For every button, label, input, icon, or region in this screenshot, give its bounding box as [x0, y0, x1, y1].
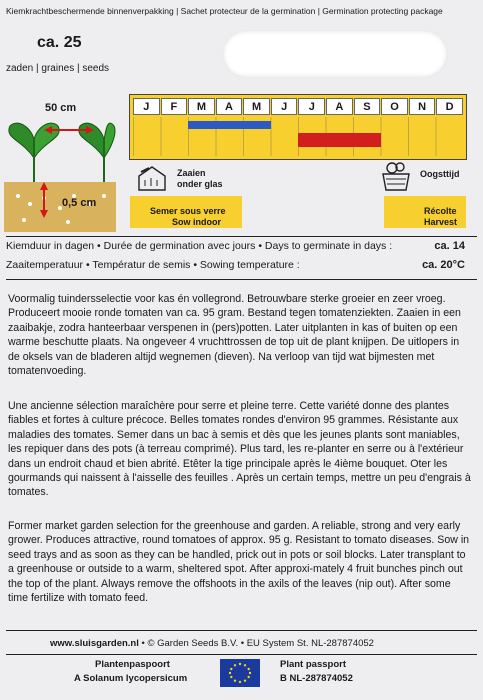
- germination-days-label: Kiemduur in dagen • Durée de germination avec jours • Days to germinate in days :: [6, 240, 393, 252]
- sow-period-bar: [188, 121, 271, 129]
- harvest-label-fr: Récolte: [424, 206, 457, 216]
- passport-a: A Solanum lycopersicum: [74, 673, 188, 684]
- plant-spacing-illustration: [4, 100, 116, 232]
- depth-label: 0,5 cm: [62, 197, 97, 209]
- website-link: www.sluisgarden.nl: [50, 638, 139, 649]
- month-cell: J: [298, 98, 325, 115]
- month-cell: J: [271, 98, 298, 115]
- sowing-temp-value: ca. 20°C: [422, 259, 465, 271]
- month-cell: D: [436, 98, 463, 115]
- company-info: • © Garden Seeds B.V. • EU System St. NL-287874052: [141, 638, 374, 649]
- germination-days-value: ca. 14: [434, 240, 465, 252]
- eu-flag-icon: [220, 659, 260, 687]
- sowing-temp-label: Zaaitemperatuur • Températur de semis • Sowing temperature :: [6, 259, 300, 271]
- passport-title-en: Plant passport: [280, 659, 346, 670]
- divider: [6, 630, 477, 631]
- sow-label-fr: Semer sous verre: [150, 206, 226, 216]
- month-cell: N: [409, 98, 436, 115]
- basket-icon: [380, 160, 412, 197]
- sow-label-en: Sow indoor: [172, 217, 221, 227]
- seed-window: [222, 30, 448, 78]
- sowing-calendar: [129, 94, 467, 160]
- month-cell: M: [243, 98, 270, 115]
- month-cell: F: [161, 98, 188, 115]
- divider: [6, 654, 477, 655]
- description-nl: Voormalig tuindersselectie voor kas én vollegrond. Betrouwbare sterke groeier en zeer vroeg. Produceert mooie ronde tomaten van ca. 95 gram. Bestand tegen tomatenziekten. Zaaien in een zaaibakje, zodra hanteerbaar verspenen in (pers)potten. Later uitplanten in kas of buiten op een warme beschutte plaats. Na ongeveer 4 vruchttrossen de top uit de plant knijpen. De uitlopers in de oksels van de bladeren altijd wegnemen (dieven). Na verloop van tijd wat bijmesten met tomatenvoeding.: [8, 293, 461, 378]
- greenhouse-icon: [137, 164, 167, 197]
- distance-label: 50 cm: [45, 102, 77, 114]
- sow-label-nl: Zaaien: [177, 168, 206, 178]
- divider: [6, 236, 477, 237]
- footer-line: [50, 638, 374, 649]
- passport-title-nl: Plantenpaspoort: [95, 659, 170, 670]
- month-cell: J: [133, 98, 160, 115]
- passport-b: B NL-287874052: [280, 673, 353, 684]
- month-cell: M: [188, 98, 215, 115]
- month-cell: A: [216, 98, 243, 115]
- description-fr: Une ancienne sélection maraîchère pour serre et pleine terre. Cette variété donne des plantes fiables et fortes à culture précoce. Belles tomates rondes d'environ 95 grammes. Résistante aux maladies des tomates. Semer dans un bac à semis et dès que les jeunes plants sont maniables, les repiquer dans des pots (à terreau comprimé). Plus tard, les re-planter en serre ou à l'extérieur dans un endroit chaud et bien abrité. Etêter la tige principale après le 4ième bouquet. Oter les gourmands qui naissent à l'aisselle des feuilles . Après un certain temps, mettre un peu d'engrais à tomates.: [8, 400, 471, 499]
- harvest-label-nl: Oogsttijd: [420, 169, 460, 179]
- month-cell: O: [381, 98, 408, 115]
- sow-label-nl2: onder glas: [177, 179, 223, 189]
- divider: [6, 279, 477, 280]
- seed-count: ca. 25: [37, 34, 82, 51]
- month-cell: S: [354, 98, 381, 115]
- description-en: Former market garden selection for the greenhouse and garden. A reliable, strong and very early grower. Produces attractive, round tomatoes of approx. 95 g. Resistant to tomato diseases. Sow in seed trays and as soon as they can be handled, prick out in pots or soil blocks. Later transplant to a greenhouse or outside to a warm, sheltered spot. After approxi-mately 4 fruit bunches pinch out the top of the plant. Always remove the offshoots in the axils of the leaves (nip out). After some time fertilize with tomato feed.: [8, 520, 470, 605]
- protection-text: Kiemkrachtbeschermende binnenverpakking | Sachet protecteur de la germination | Germination protecting package: [6, 6, 443, 16]
- seed-label: zaden | graines | seeds: [6, 63, 110, 74]
- seedling-icon: [4, 100, 116, 232]
- harvest-period-bar: [298, 133, 381, 147]
- month-cell: A: [326, 98, 353, 115]
- harvest-label-en: Harvest: [424, 217, 458, 227]
